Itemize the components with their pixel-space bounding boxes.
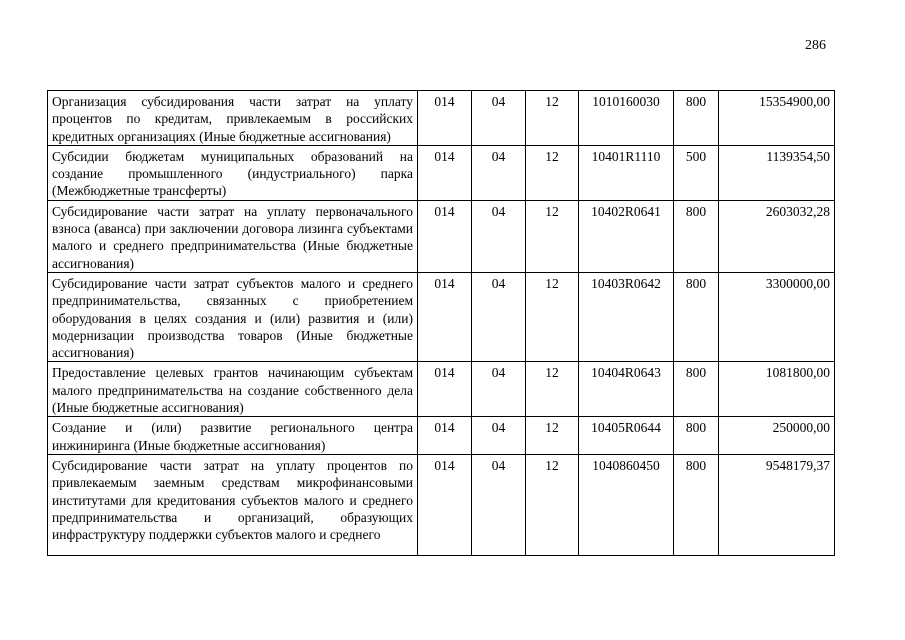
row-description-cell <box>48 454 418 555</box>
row-expense-type: 800 <box>674 272 719 361</box>
row-section: 04 <box>472 454 526 555</box>
budget-table <box>47 90 835 556</box>
row-target-article: 1010160030 <box>579 91 674 146</box>
row-description: Субсидирование части затрат на уплату первоначального взноса (аванса) при заключении договора лизинга субъектами малого и среднего предпринимательства (Иные бюджетные ассигнования) <box>48 200 418 272</box>
row-expense-type: 800 <box>674 362 719 417</box>
row-grbs: 014 <box>418 272 472 361</box>
row-section: 04 <box>472 145 526 200</box>
row-target-article: 10402R0641 <box>579 200 674 272</box>
row-target-article: 1040860450 <box>579 454 674 555</box>
row-amount: 3300000,00 <box>719 272 835 361</box>
row-subsection: 12 <box>526 145 579 200</box>
table-row <box>48 417 835 455</box>
row-expense-type: 800 <box>674 417 719 455</box>
row-description: Субсидии бюджетам муниципальных образований на создание промышленного (индустриального) парка (Межбюджетные трансферты) <box>48 145 418 200</box>
row-amount: 1081800,00 <box>719 362 835 417</box>
row-amount: 9548179,37 <box>719 454 835 555</box>
row-subsection: 12 <box>526 362 579 417</box>
row-target-article: 10405R0644 <box>579 417 674 455</box>
row-subsection: 12 <box>526 454 579 555</box>
row-target-article: 10404R0643 <box>579 362 674 417</box>
table-row <box>48 91 835 146</box>
row-amount: 2603032,28 <box>719 200 835 272</box>
page-number: 286 <box>805 38 826 53</box>
row-amount: 250000,00 <box>719 417 835 455</box>
row-subsection: 12 <box>526 200 579 272</box>
row-description: Субсидирование части затрат на уплату процентов по привлекаемым заемным средствам микрофинансовыми институтами для кредитования субъектов малого и среднего предпринимательства и организаций, образующих инфраструктуру поддержки субъектов малого и среднего <box>52 457 413 543</box>
table-row <box>48 362 835 417</box>
row-target-article: 10401R1110 <box>579 145 674 200</box>
row-grbs: 014 <box>418 145 472 200</box>
row-amount: 1139354,50 <box>719 145 835 200</box>
row-amount: 15354900,00 <box>719 91 835 146</box>
row-section: 04 <box>472 91 526 146</box>
row-description: Субсидирование части затрат субъектов малого и среднего предпринимательства, связанных с приобретением оборудования в целях создания и (или) развития и (или) модернизации производства товаров (Иные бюджетные ассигнования) <box>48 272 418 361</box>
row-description: Предоставление целевых грантов начинающим субъектам малого предпринимательства на создание собственного дела (Иные бюджетные ассигнования) <box>48 362 418 417</box>
row-grbs: 014 <box>418 91 472 146</box>
row-expense-type: 800 <box>674 91 719 146</box>
row-grbs: 014 <box>418 417 472 455</box>
row-section: 04 <box>472 417 526 455</box>
table-row <box>48 200 835 272</box>
row-subsection: 12 <box>526 272 579 361</box>
row-grbs: 014 <box>418 200 472 272</box>
table-row <box>48 454 835 555</box>
row-expense-type: 800 <box>674 200 719 272</box>
row-subsection: 12 <box>526 91 579 146</box>
table-row <box>48 145 835 200</box>
row-section: 04 <box>472 272 526 361</box>
row-section: 04 <box>472 362 526 417</box>
row-target-article: 10403R0642 <box>579 272 674 361</box>
row-description: Организация субсидирования части затрат на уплату процентов по кредитам, привлекаемым в российских кредитных организациях (Иные бюджетные ассигнования) <box>48 91 418 146</box>
row-expense-type: 500 <box>674 145 719 200</box>
row-grbs: 014 <box>418 362 472 417</box>
row-grbs: 014 <box>418 454 472 555</box>
row-subsection: 12 <box>526 417 579 455</box>
row-description: Создание и (или) развитие регионального центра инжиниринга (Иные бюджетные ассигнования) <box>48 417 418 455</box>
row-section: 04 <box>472 200 526 272</box>
table-row <box>48 272 835 361</box>
row-expense-type: 800 <box>674 454 719 555</box>
